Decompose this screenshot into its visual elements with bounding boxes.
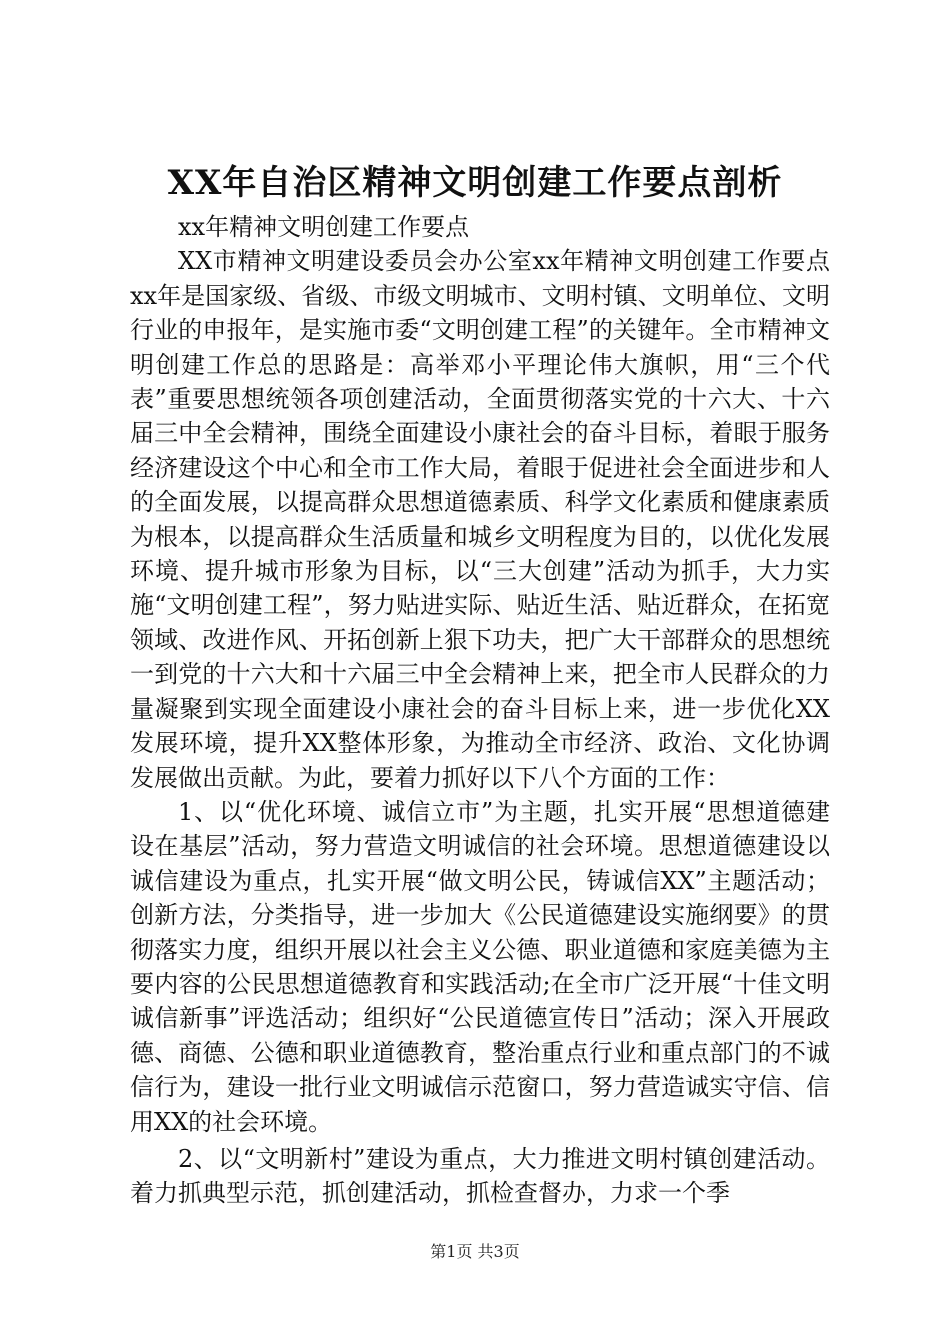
paragraph-subtitle: xx年精神文明创建工作要点 xyxy=(178,213,470,241)
page-footer: 第1页 共3页 xyxy=(430,1242,520,1261)
paragraph-intro: XX市精神文明建设委员会办公室xx年精神文明创建工作要点xx年是国家级、省级、市级文明城市、文明村镇、文明单位、文明行业的申报年，是实施市委“文明创建工程”的关键年。全市精神文明创建工作总的思路是：高举邓小平理论伟大旗帜，用“三个代表”重要思想统领各项创建活动，全面贯彻落实党的十六大、十六届三中全会精神，围绕全面建设小康社会的奋斗目标，着眼于服务经济建设这个中心和全市工作大局，着眼于促进社会全面进步和人的全面发展，以提高群众思想道德素质、科学文化素质和健康素质为根本，以提高群众生活质量和城乡文明程度为目的，以优化发展环境、提升城市形象为目标，以“三大创建”活动为抓手，大力实施“文明创建工程”，努力贴进实际、贴近生活、贴近群众，在拓宽领域、改进作风、开拓创新上狠下功夫，把广大干部群众的思想统一到党的十六大和十六届三中全会精神上来，把全市人民群众的力量凝聚到实现全面建设小康社会的奋斗目标上来，进一步优化XX发展环境，提升XX整体形象，为推动全市经济、政治、文化协调发展做出贡献。为此，要着力抓好以下八个方面的工作： xyxy=(130,247,830,792)
document-title: XX年自治区精神文明创建工作要点剖析 xyxy=(167,163,783,203)
document-body xyxy=(130,210,830,1211)
paragraph-item-1: 1、以“优化环境、诚信立市”为主题，扎实开展“思想道德建设在基层”活动，努力营造文明诚信的社会环境。思想道德建设以诚信建设为重点，扎实开展“做文明公民，铸诚信XX”主题活动；创新方法，分类指导，进一步加大《公民道德建设实施纲要》的贯彻落实力度，组织开展以社会主义公德、职业道德和家庭美德为主要内容的公民思想道德教育和实践活动;在全市广泛开展“十佳文明诚信新事”评选活动；组织好“公民道德宣传日”活动；深入开展政德、商德、公德和职业道德教育，整治重点行业和重点部门的不诚信行为，建设一批行业文明诚信示范窗口，努力营造诚实守信、信用XX的社会环境。 xyxy=(130,797,830,1136)
paragraph-item-2: 2、以“文明新村”建设为重点，大力推进文明村镇创建活动。着力抓典型示范，抓创建活动，抓检查督办，力求一个季 xyxy=(130,1144,830,1208)
